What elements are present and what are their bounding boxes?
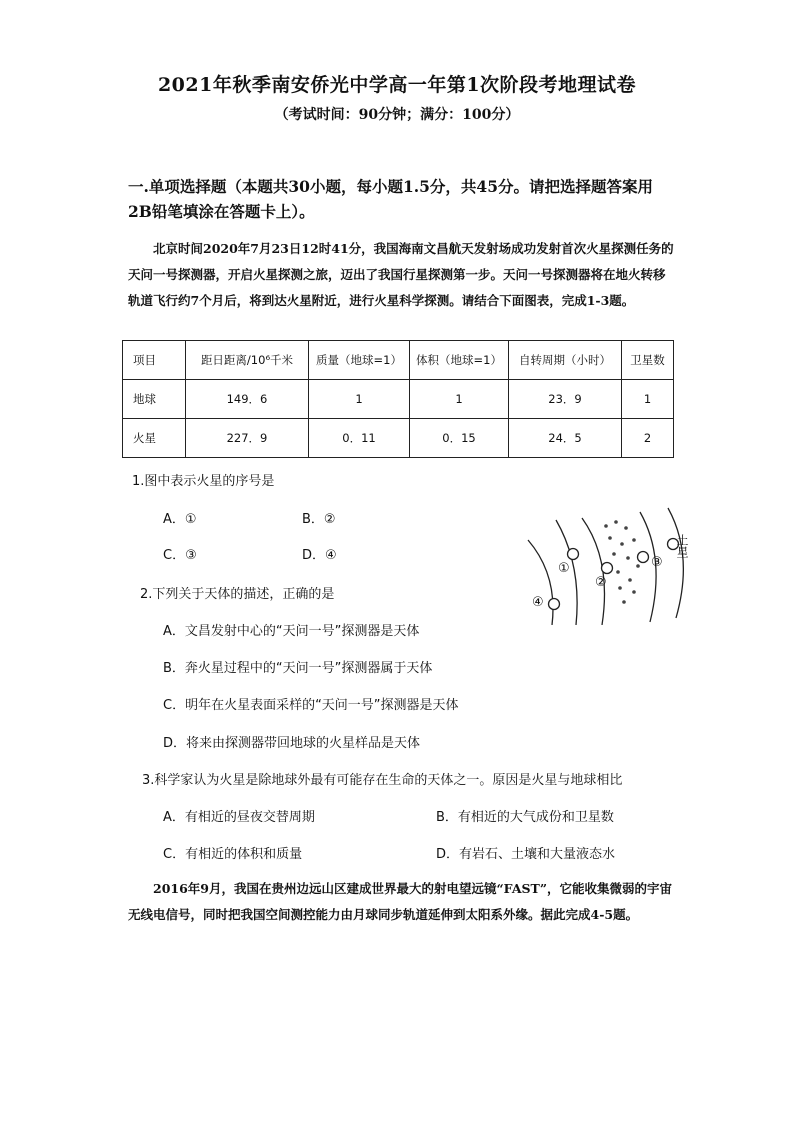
q2-option-b[interactable]: B．奔火星过程中的“天问一号”探测器属于天体 <box>163 661 433 676</box>
planet-marker <box>568 549 579 560</box>
table-cell: 1 <box>410 380 509 419</box>
asteroid-dot <box>612 552 616 556</box>
asteroid-dot <box>632 538 636 542</box>
exam-subtitle: （考试时间：90分钟；满分：100分） <box>274 107 520 123</box>
table-header-cell: 卫星数 <box>622 341 674 380</box>
table-cell: 23．9 <box>509 380 622 419</box>
diagram-label-4: ④ <box>532 595 544 610</box>
asteroid-dot <box>604 524 608 528</box>
planet-marker <box>549 599 560 610</box>
section-heading: 一.单项选择题（本题共30小题，每小题1.5分，共45分。请把选择题答案用2B铅笔填涂在答题卡上）。 <box>128 177 654 221</box>
q2-option-d[interactable]: D．将来由探测器带回地球的火星样品是天体 <box>163 736 421 751</box>
planet-marker <box>638 552 649 563</box>
asteroid-dot <box>626 556 630 560</box>
saturn-label: 土星 <box>675 534 689 558</box>
table-header-cell: 体积（地球=1） <box>410 341 509 380</box>
table-cell: 火星 <box>123 419 186 458</box>
asteroid-dot <box>620 542 624 546</box>
table-cell: 1 <box>309 380 410 419</box>
q1-option-a[interactable]: A．① <box>163 512 197 527</box>
asteroid-dot <box>614 520 618 524</box>
passage-1: 北京时间2020年7月23日12时41分，我国海南文昌航天发射场成功发射首次火星探测任务的天问一号探测器，开启火星探测之旅，迈出了我国行星探测第一步。天问一号探测器将在地火转移轨道飞行约7个月后，将到达火星附近，进行火星科学探测。请结合下面图表，完成1-3题。 <box>128 241 674 308</box>
table-header-cell: 项目 <box>123 341 186 380</box>
table-cell: 24．5 <box>509 419 622 458</box>
q1-option-b[interactable]: B．② <box>302 512 336 527</box>
asteroid-dot <box>628 578 632 582</box>
q2-option-a[interactable]: A．文昌发射中心的“天问一号”探测器是天体 <box>163 624 420 639</box>
table-header-cell: 质量（地球=1） <box>309 341 410 380</box>
planet-data-table <box>122 340 674 458</box>
table-row <box>123 419 674 458</box>
asteroid-dot <box>616 570 620 574</box>
table-row <box>123 380 674 419</box>
asteroid-dot <box>636 564 640 568</box>
table-header-row <box>123 341 674 380</box>
q3-option-b[interactable]: B．有相近的大气成份和卫星数 <box>436 810 614 825</box>
diagram-label-2: ② <box>595 575 607 590</box>
asteroid-dot <box>624 526 628 530</box>
q1-option-c[interactable]: C．③ <box>163 548 197 563</box>
table-header-cell: 距日距离/10⁶千米 <box>186 341 309 380</box>
passage-2: 2016年9月，我国在贵州边远山区建成世界最大的射电望远镜“FAST”，它能收集微弱的宇宙无线电信号，同时把我国空间测控能力由月球同步轨道延伸到太阳系外缘。据此完成4-5题。 <box>128 881 673 922</box>
q3-option-d[interactable]: D．有岩石、土壤和大量液态水 <box>436 847 616 862</box>
solar-system-diagram <box>510 500 710 625</box>
q3-option-c[interactable]: C．有相近的体积和质量 <box>163 847 303 862</box>
table-cell: 1 <box>622 380 674 419</box>
exam-title: 2021年秋季南安侨光中学高一年第1次阶段考地理试卷 <box>157 74 637 96</box>
asteroid-dot <box>622 600 626 604</box>
orbit-arc <box>528 540 553 625</box>
orbit-arc <box>582 518 605 625</box>
table-header-cell: 自转周期（小时） <box>509 341 622 380</box>
diagram-label-3: ③ <box>651 555 663 570</box>
table-cell: 0．15 <box>410 419 509 458</box>
q1-option-d[interactable]: D．④ <box>302 548 337 563</box>
asteroid-dot <box>632 590 636 594</box>
table-cell: 227．9 <box>186 419 309 458</box>
asteroid-dot <box>608 536 612 540</box>
q3-option-a[interactable]: A．有相近的昼夜交替周期 <box>163 810 315 825</box>
asteroid-dot <box>618 586 622 590</box>
orbit-arc <box>668 508 683 618</box>
table-cell: 2 <box>622 419 674 458</box>
question-3-stem: 3.科学家认为火星是除地球外最有可能存在生命的天体之一。原因是火星与地球相比 <box>142 773 623 788</box>
planet-marker <box>602 563 613 574</box>
q2-option-c[interactable]: C．明年在火星表面采样的“天问一号”探测器是天体 <box>163 698 459 713</box>
question-1-stem: 1.图中表示火星的序号是 <box>132 474 275 489</box>
table-cell: 地球 <box>123 380 186 419</box>
question-2-stem: 2.下列关于天体的描述，正确的是 <box>140 587 335 602</box>
table-cell: 149．6 <box>186 380 309 419</box>
table-cell: 0．11 <box>309 419 410 458</box>
diagram-label-1: ① <box>558 561 570 576</box>
